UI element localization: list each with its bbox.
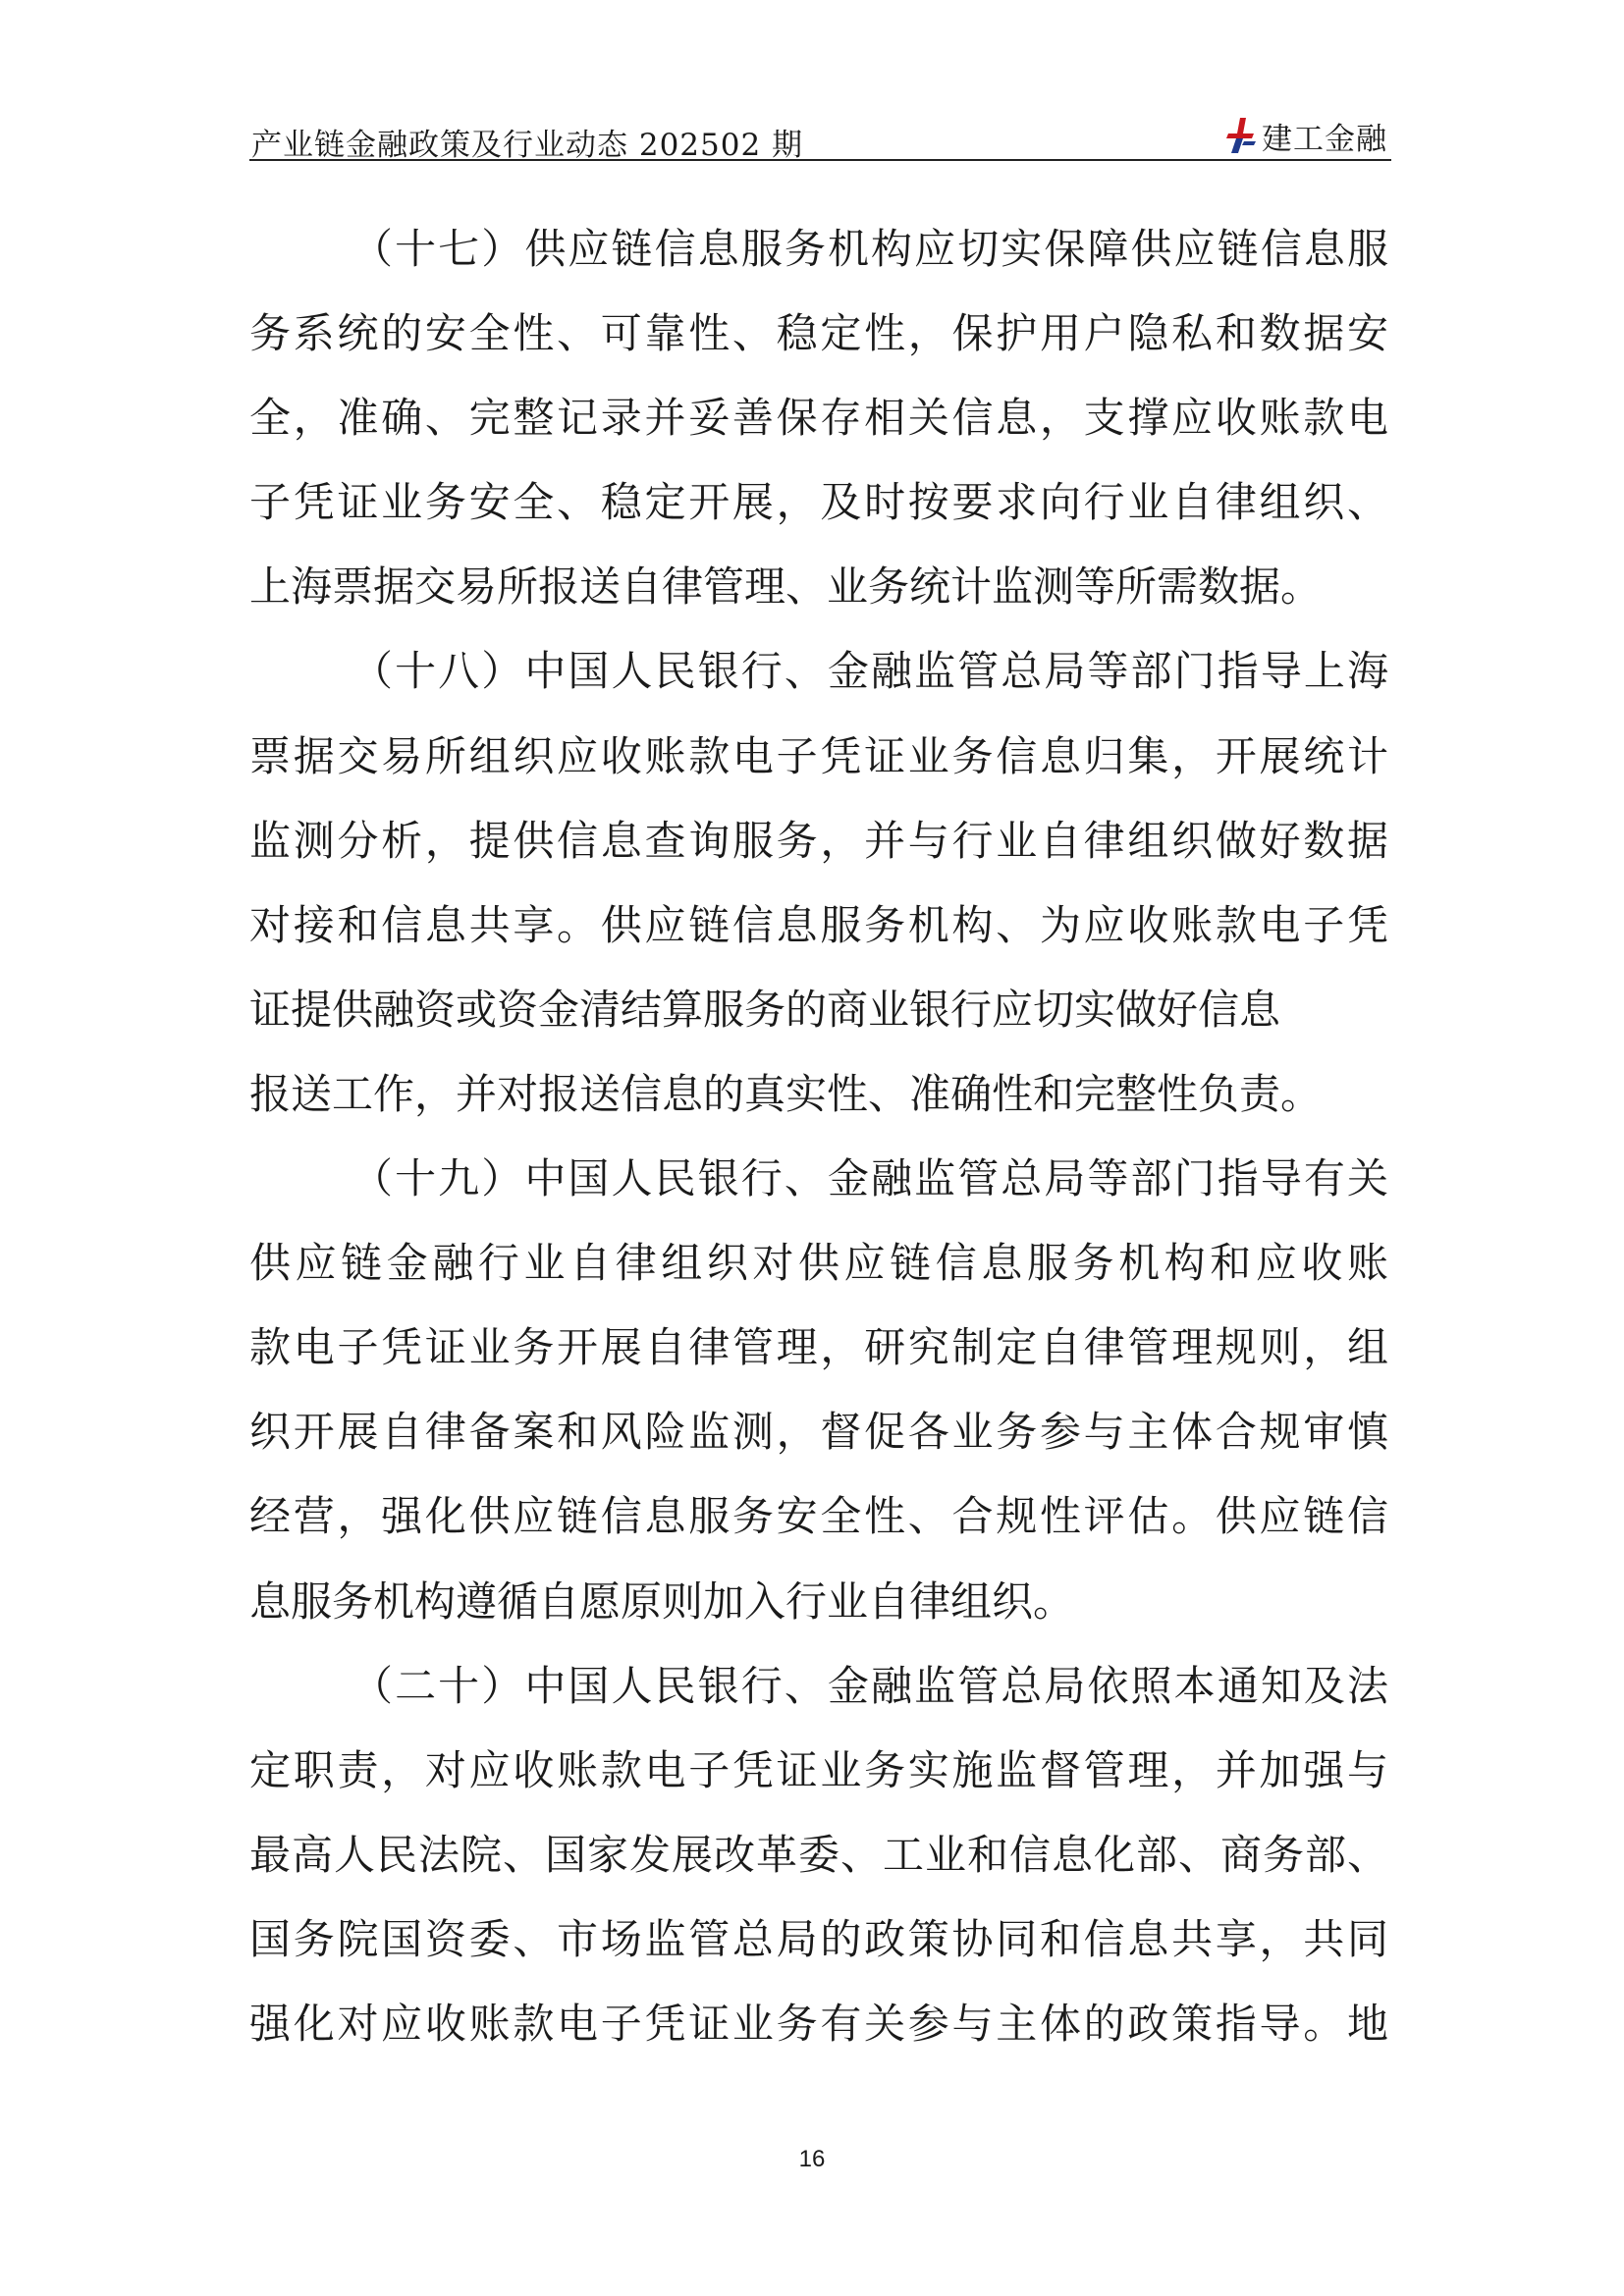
text-line: 务系统的安全性、可靠性、稳定性，保护用户隐私和数据安 <box>249 309 1388 358</box>
text-line: 供应链金融行业自律组织对供应链信息服务机构和应收账 <box>249 1239 1388 1288</box>
paragraph-18 <box>249 629 1388 1137</box>
text-line: 票据交易所组织应收账款电子凭证业务信息归集，开展统计 <box>249 731 1388 780</box>
text-line: 强化对应收账款电子凭证业务有关参与主体的政策指导。地 <box>249 1999 1388 2048</box>
text-line: 证提供融资或资金清结算服务的商业银行应切实做好信息 <box>249 985 1281 1034</box>
page-number: 16 <box>798 2146 826 2172</box>
paragraph-19 <box>249 1137 1388 1644</box>
text-line: 最高人民法院、国家发展改革委、工业和信息化部、商务部、 <box>249 1830 1388 1879</box>
paragraph-17 <box>249 207 1388 629</box>
text-line: （十八）中国人民银行、金融监管总局等部门指导上海 <box>352 647 1388 696</box>
brand <box>1224 116 1387 155</box>
text-line: 监测分析，提供信息查询服务，并与行业自律组织做好数据 <box>249 816 1388 865</box>
text-line: 息服务机构遵循自愿原则加入行业自律组织。 <box>249 1576 1075 1626</box>
text-line: （二十）中国人民银行、金融监管总局依照本通知及法 <box>352 1661 1388 1710</box>
paragraph-20 <box>249 1644 1388 2066</box>
document-body <box>249 207 1388 2066</box>
text-line: 款电子凭证业务开展自律管理，研究制定自律管理规则，组 <box>249 1323 1388 1372</box>
text-line: 定职责，对应收账款电子凭证业务实施监督管理，并加强与 <box>249 1745 1388 1794</box>
text-line: （十七）供应链信息服务机构应切实保障供应链信息服 <box>352 225 1388 273</box>
text-line: 全，准确、完整记录并妥善保存相关信息，支撑应收账款电 <box>249 394 1388 443</box>
text-line: （十九）中国人民银行、金融监管总局等部门指导有关 <box>352 1154 1388 1203</box>
text-line: 报送工作，并对报送信息的真实性、准确性和完整性负责。 <box>249 1069 1323 1118</box>
text-line: 经营，强化供应链信息服务安全性、合规性评估。供应链信 <box>249 1492 1388 1541</box>
text-line: 上海票据交易所报送自律管理、业务统计监测等所需数据。 <box>249 562 1323 612</box>
document-title: 产业链金融政策及行业动态 202502 期 <box>251 128 804 163</box>
page-header <box>249 114 1391 161</box>
text-line: 子凭证业务安全、稳定开展，及时按要求向行业自律组织、 <box>249 478 1388 527</box>
text-line: 国务院国资委、市场监管总局的政策协同和信息共享，共同 <box>249 1914 1388 1963</box>
text-line: 织开展自律备案和风险监测，督促各业务参与主体合规审慎 <box>249 1408 1388 1457</box>
text-line: 对接和信息共享。供应链信息服务机构、为应收账款电子凭 <box>249 900 1388 949</box>
brand-name: 建工金融 <box>1262 121 1387 157</box>
jiangong-logo-icon <box>1224 116 1258 155</box>
